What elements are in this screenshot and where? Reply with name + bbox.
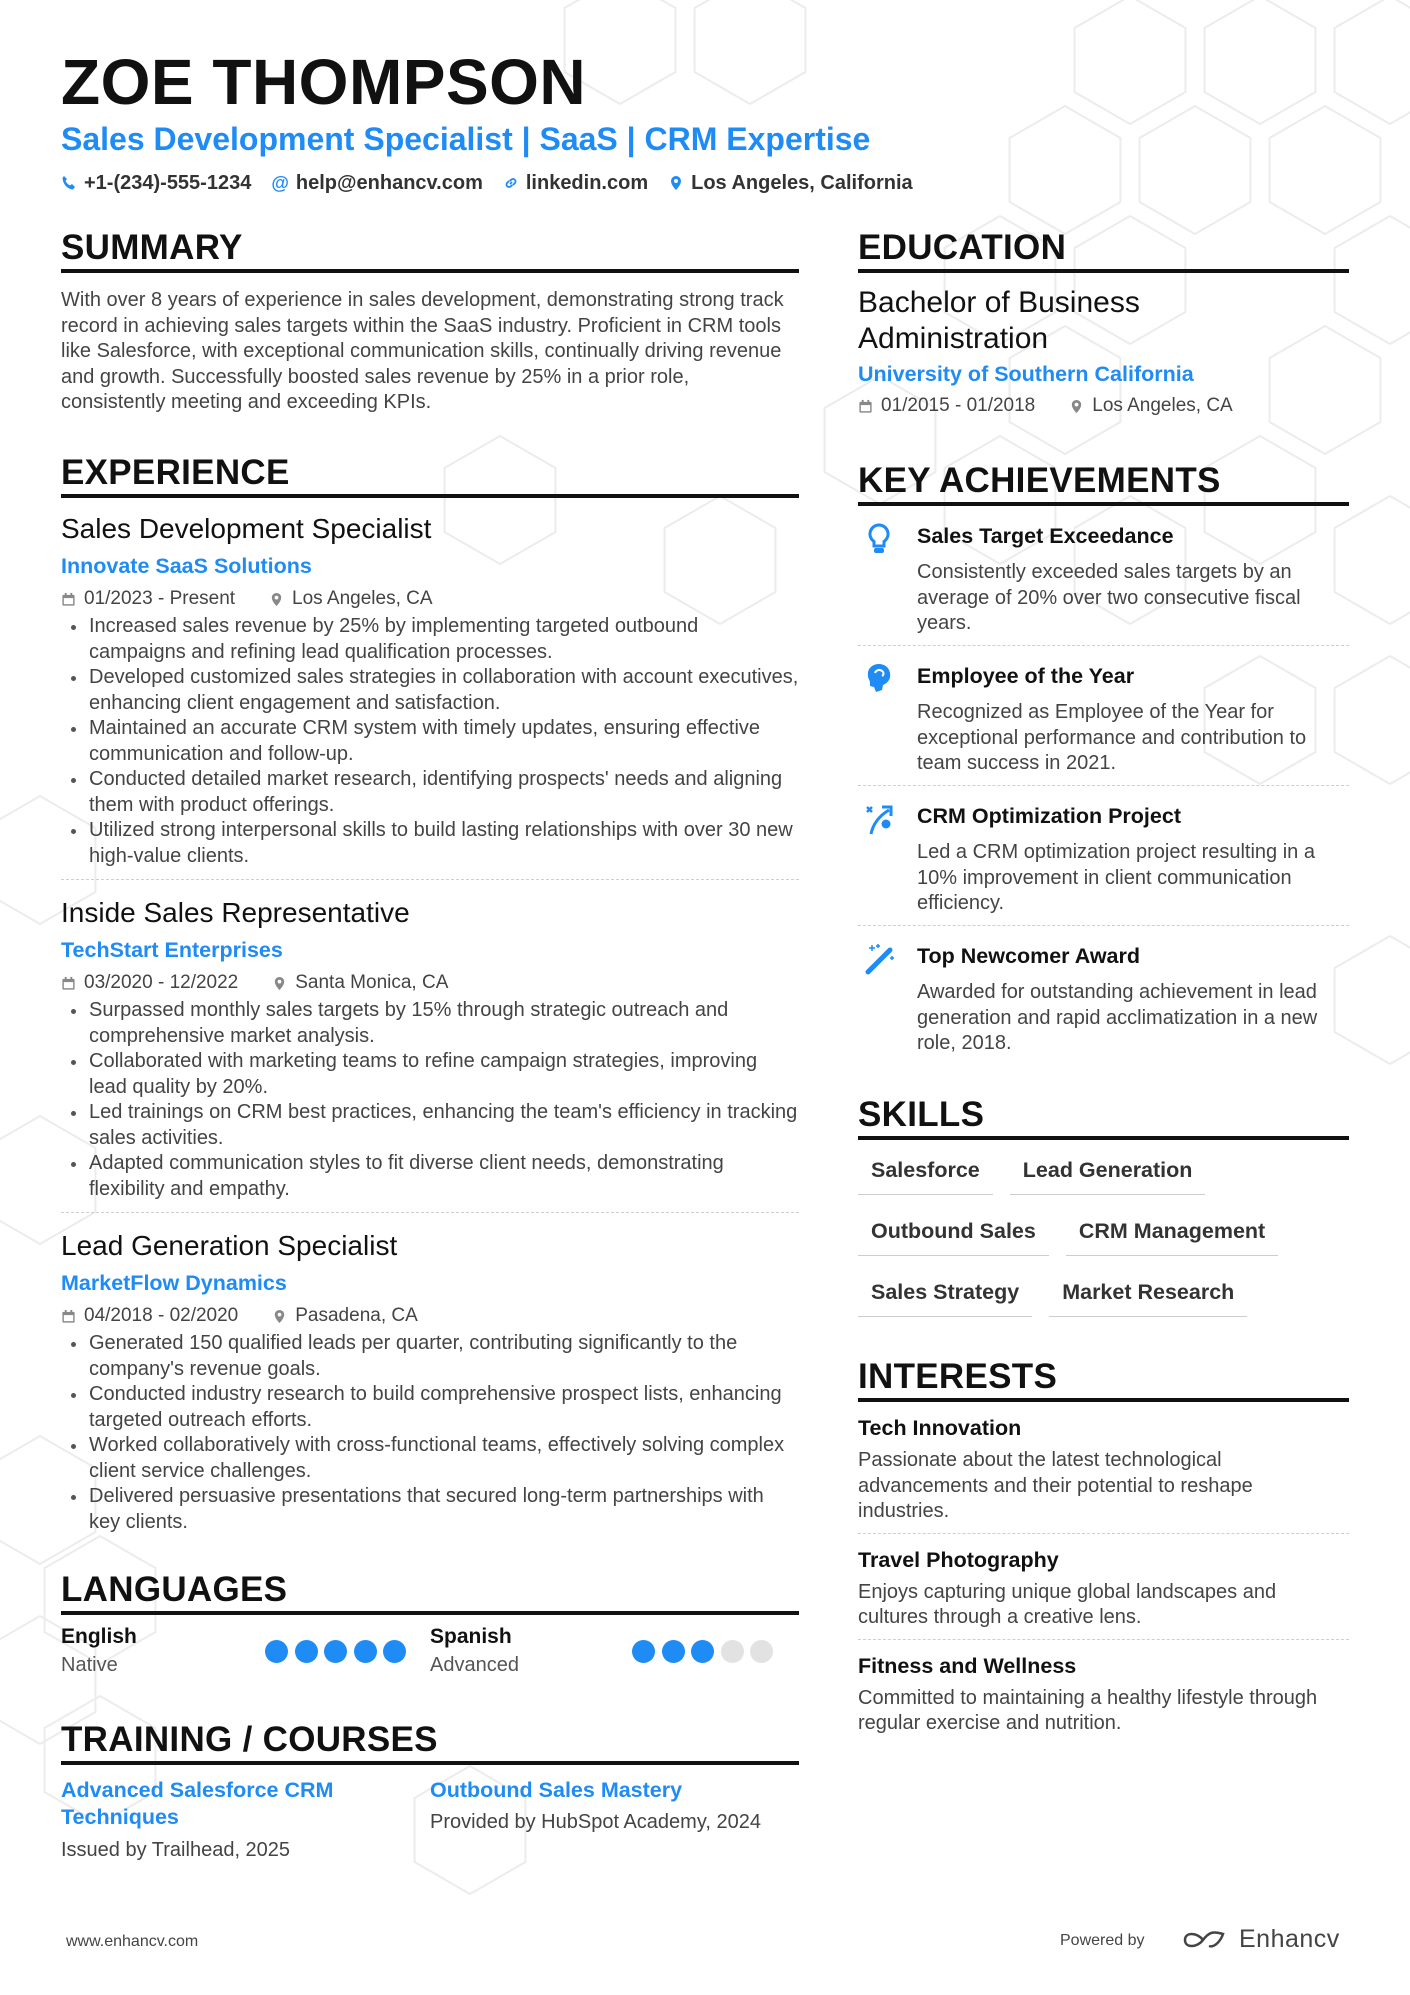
job-title: Sales Development Specialist — [61, 513, 432, 544]
location-pin-icon — [272, 976, 287, 991]
language-level: Advanced — [430, 1654, 519, 1676]
achievement-title: Employee of the Year — [917, 664, 1135, 688]
job-dates: 03/2020 - 12/2022 — [84, 972, 239, 993]
rating-dot-filled — [691, 1640, 714, 1663]
training-heading: TRAINING / COURSES — [61, 1719, 799, 1765]
experience-heading: EXPERIENCE — [61, 452, 799, 498]
achievement-item — [858, 786, 1349, 926]
skills-section — [858, 1094, 1349, 1317]
interest-desc: Committed to maintaining a healthy lifestyle through regular exercise and nutrition. — [858, 1686, 1318, 1734]
language-name: English — [61, 1625, 137, 1648]
linkedin-text: linkedin.com — [525, 172, 649, 194]
skill-tag: Outbound Sales — [858, 1213, 1049, 1256]
interest-item — [858, 1534, 1349, 1640]
achievement-title: Sales Target Exceedance — [917, 524, 1174, 548]
education-dates: 01/2015 - 01/2018 — [881, 395, 1036, 416]
hexagon-shape — [1010, 106, 1121, 234]
calendar-icon — [61, 592, 76, 607]
achievement-desc: Recognized as Employee of the Year for exceptional performance and contribution to team success in 2021. — [917, 701, 1307, 774]
interest-desc: Passionate about the latest technological advancements and their potential to reshape industries. — [858, 1449, 1253, 1522]
bullet-item: Collaborated with marketing teams to refine campaign strategies, improving lead quality by 20%. — [61, 1049, 799, 1100]
job-location: Pasadena, CA — [295, 1305, 418, 1326]
location-text: Los Angeles, California — [691, 172, 913, 194]
hexagon-shape — [695, 0, 806, 104]
rating-dot-empty — [750, 1640, 773, 1663]
interest-title: Fitness and Wellness — [858, 1653, 1077, 1678]
language-name: Spanish — [430, 1625, 512, 1648]
bullet-item: Surpassed monthly sales targets by 15% through strategic outreach and comprehensive market analysis. — [61, 998, 799, 1049]
bullet-item: Conducted detailed market research, identifying prospects' needs and aligning them with product offerings. — [61, 767, 799, 818]
bullet-item: Maintained an accurate CRM system with timely updates, ensuring effective communication and follow-up. — [61, 716, 799, 767]
phone-icon — [61, 175, 77, 191]
achievements-section — [858, 460, 1349, 1066]
link-icon — [503, 175, 519, 191]
hexagon-shape — [1270, 106, 1381, 234]
rating-dot-filled — [632, 1640, 655, 1663]
course-item — [61, 1777, 430, 1863]
rating-dot-filled — [265, 1640, 288, 1663]
calendar-icon — [61, 1309, 76, 1324]
language-level: Native — [61, 1654, 118, 1676]
job-title: Lead Generation Specialist — [61, 1230, 398, 1261]
interest-item — [858, 1640, 1349, 1745]
achievement-item — [858, 506, 1349, 646]
achievement-item — [858, 646, 1349, 786]
magic-wand-icon — [864, 942, 894, 976]
job-meta — [61, 968, 799, 998]
language-item — [430, 1623, 799, 1683]
achievement-desc: Consistently exceeded sales targets by an average of 20% over two consecutive fiscal years. — [917, 561, 1301, 634]
education-location: Los Angeles, CA — [1092, 395, 1233, 416]
company-name: MarketFlow Dynamics — [61, 1271, 287, 1295]
rating-dot-filled — [662, 1640, 685, 1663]
rating-dot-filled — [324, 1640, 347, 1663]
rating-dot-empty — [721, 1640, 744, 1663]
education-meta — [858, 391, 1349, 421]
course-title: Outbound Sales Mastery — [430, 1778, 683, 1802]
job-title: Inside Sales Representative — [61, 897, 410, 928]
bullet-item: Generated 150 qualified leads per quarter, contributing significantly to the company's revenue goals. — [61, 1331, 799, 1382]
head-brain-icon — [864, 662, 894, 696]
lightbulb-icon — [864, 522, 894, 556]
bullet-item: Delivered persuasive presentations that secured long-term partnerships with key clients. — [61, 1484, 799, 1535]
contact-bar — [61, 170, 913, 196]
location-pin-icon — [1069, 399, 1084, 414]
job-dates: 04/2018 - 02/2020 — [84, 1305, 239, 1326]
job-bullets — [61, 998, 799, 1202]
languages-section — [61, 1569, 799, 1683]
contact-location — [668, 170, 913, 196]
enhancv-logo[interactable] — [1181, 1925, 1340, 1954]
job-entry — [61, 1213, 799, 1535]
summary-text: With over 8 years of experience in sales development, demonstrating strong track record in achieving sales targets within the SaaS industry. Proficient in CRM tools like Salesforce, with exceptional communication skills, continually driving revenue and growth. Successfully boosted sales revenue by 25% in a prior role, consistently meeting and exceeding KPIs. — [61, 289, 784, 413]
achievements-heading: KEY ACHIEVEMENTS — [858, 460, 1349, 506]
bullet-item: Utilized strong interpersonal skills to build lasting relationships with over 30 new high-value clients. — [61, 818, 799, 869]
course-desc: Provided by HubSpot Academy, 2024 — [430, 1811, 761, 1833]
candidate-name: ZOE THOMPSON — [61, 46, 587, 118]
skill-tag: Lead Generation — [1010, 1152, 1206, 1195]
language-rating — [265, 1640, 406, 1663]
at-icon: @ — [271, 173, 289, 193]
job-location: Santa Monica, CA — [295, 972, 449, 993]
bullet-item: Conducted industry research to build comprehensive prospect lists, enhancing targeted outreach efforts. — [61, 1382, 799, 1433]
enhancv-logo-icon — [1181, 1928, 1227, 1952]
achievement-item — [858, 926, 1349, 1066]
location-pin-icon — [272, 1309, 287, 1324]
skills-heading: SKILLS — [858, 1094, 1349, 1140]
interests-heading: INTERESTS — [858, 1356, 1349, 1402]
summary-heading: SUMMARY — [61, 227, 799, 273]
rating-dot-filled — [295, 1640, 318, 1663]
education-heading: EDUCATION — [858, 227, 1349, 273]
strategy-icon — [864, 802, 894, 836]
skill-tag: Sales Strategy — [858, 1274, 1032, 1317]
calendar-icon — [61, 976, 76, 991]
degree: Bachelor of Business Administration — [858, 286, 1140, 355]
phone-text: +1-(234)-555-1234 — [84, 172, 252, 194]
education-section — [858, 227, 1349, 421]
job-meta — [61, 584, 799, 614]
footer-url[interactable]: www.enhancv.com — [66, 1933, 199, 1950]
bullet-item: Adapted communication styles to fit diverse client needs, demonstrating flexibility and empathy. — [61, 1151, 799, 1202]
training-section — [61, 1719, 799, 1863]
company-name: Innovate SaaS Solutions — [61, 554, 312, 578]
interest-item — [858, 1402, 1349, 1534]
interest-desc: Enjoys capturing unique global landscapes and cultures through a creative lens. — [858, 1580, 1277, 1628]
enhancv-brand: Enhancv — [1239, 1925, 1340, 1953]
languages-heading: LANGUAGES — [61, 1569, 799, 1615]
hexagon-shape — [1075, 0, 1186, 124]
bullet-item: Worked collaboratively with cross-functional teams, effectively solving complex client service challenges. — [61, 1433, 799, 1484]
skill-tag: Market Research — [1049, 1274, 1247, 1317]
location-pin-icon — [269, 592, 284, 607]
school-name: University of Southern California — [858, 362, 1194, 386]
job-bullets — [61, 614, 799, 869]
interests-section — [858, 1356, 1349, 1745]
powered-by-label: Powered by — [1060, 1932, 1145, 1949]
course-title: Advanced Salesforce CRM Techniques — [61, 1778, 334, 1829]
email-text: help@enhancv.com — [295, 172, 483, 194]
summary-section — [61, 227, 799, 416]
skill-tag: Salesforce — [858, 1152, 993, 1195]
bullet-item: Led trainings on CRM best practices, enhancing the team's efficiency in tracking sales activities. — [61, 1100, 799, 1151]
contact-phone[interactable] — [61, 170, 251, 196]
job-entry — [61, 880, 799, 1213]
language-item — [61, 1623, 430, 1683]
hexagon-shape — [1140, 106, 1251, 234]
job-meta — [61, 1301, 799, 1331]
experience-section — [61, 452, 799, 1535]
achievement-desc: Led a CRM optimization project resulting in a 10% improvement in client communication efficiency. — [917, 841, 1315, 914]
achievement-title: Top Newcomer Award — [917, 944, 1141, 968]
course-item — [430, 1777, 799, 1863]
skill-tag: CRM Management — [1066, 1213, 1278, 1256]
interest-title: Travel Photography — [858, 1547, 1059, 1572]
achievement-title: CRM Optimization Project — [917, 804, 1181, 828]
hexagon-shape — [1205, 0, 1316, 124]
achievement-desc: Awarded for outstanding achievement in lead generation and rapid acclimatization in a new role, 2018. — [917, 981, 1318, 1054]
company-name: TechStart Enterprises — [61, 938, 283, 962]
bullet-item: Developed customized sales strategies in collaboration with account executives, enhancing client engagement and satisfaction. — [61, 665, 799, 716]
interest-title: Tech Innovation — [858, 1416, 1022, 1440]
language-rating — [632, 1640, 773, 1663]
contact-linkedin[interactable] — [503, 170, 648, 196]
job-dates: 01/2023 - Present — [84, 588, 236, 609]
bullet-item: Increased sales revenue by 25% by implementing targeted outbound campaigns and refining lead qualification processes. — [61, 614, 799, 665]
rating-dot-filled — [383, 1640, 406, 1663]
calendar-icon — [858, 399, 873, 414]
location-pin-icon — [668, 175, 684, 191]
course-desc: Issued by Trailhead, 2025 — [61, 1839, 291, 1861]
job-entry — [61, 498, 799, 880]
job-bullets — [61, 1331, 799, 1535]
hexagon-shape — [1335, 0, 1410, 124]
contact-email[interactable] — [271, 170, 483, 196]
candidate-title: Sales Development Specialist | SaaS | CRM Expertise — [61, 121, 871, 157]
job-location: Los Angeles, CA — [292, 588, 433, 609]
rating-dot-filled — [354, 1640, 377, 1663]
